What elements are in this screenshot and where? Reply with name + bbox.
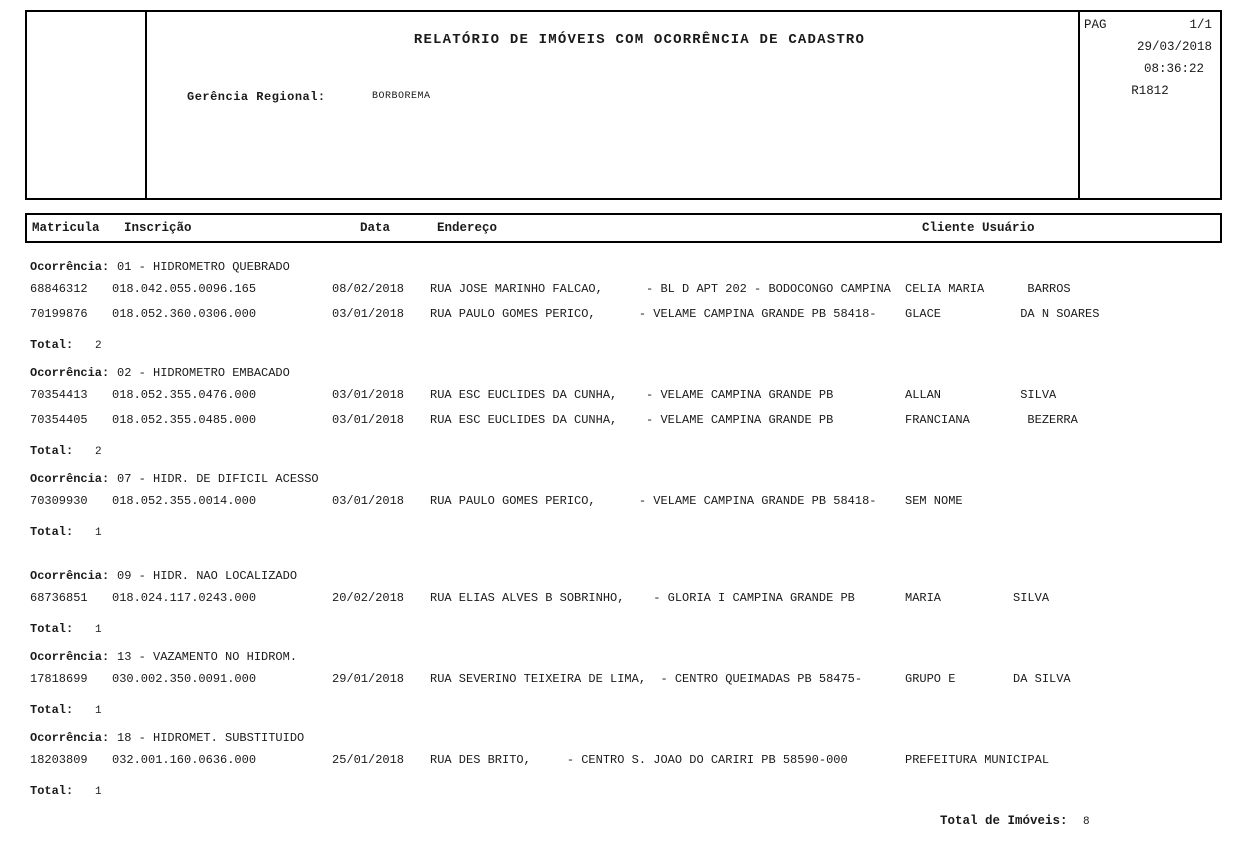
data-cell: 25/01/2018 — [332, 753, 405, 767]
logo-box-divider — [145, 10, 147, 200]
cliente-cell: PREFEITURA MUNICIPAL — [905, 753, 1050, 767]
occurrence-code: 07 - HIDR. DE DIFICIL ACESSO — [117, 472, 319, 486]
cliente-cell: SEM NOME — [905, 494, 963, 508]
endereco-cell: RUA PAULO GOMES PERICO, - VELAME CAMPINA GRANDE PB 58418- — [430, 307, 877, 321]
inscricao-cell: 030.002.350.0091.000 — [112, 672, 257, 686]
occurrence-code: 01 - HIDROMETRO QUEBRADO — [117, 260, 290, 274]
occurrence-code: 13 - VAZAMENTO NO HIDROM. — [117, 650, 298, 664]
endereco-cell: RUA ELIAS ALVES B SOBRINHO, - GLORIA I CAMPINA GRANDE PB — [430, 591, 855, 605]
section-total-label: Total: — [30, 622, 74, 636]
report-title: RELATÓRIO DE IMÓVEIS COM OCORRÊNCIA DE CADASTRO — [413, 32, 866, 48]
matricula-cell: 70199876 — [30, 307, 88, 321]
occurrence-line — [0, 363, 1236, 383]
occurrence-section — [0, 728, 1236, 803]
endereco-cell: RUA SEVERINO TEIXEIRA DE LIMA, - CENTRO QUEIMADAS PB 58475- — [430, 672, 863, 686]
cliente-cell: FRANCIANA BEZERRA — [905, 413, 1078, 427]
section-total-line — [0, 333, 1236, 357]
report-body — [0, 245, 1236, 833]
table-row — [0, 748, 1236, 773]
inscricao-cell: 018.052.355.0485.000 — [112, 413, 257, 427]
section-total-label: Total: — [30, 338, 74, 352]
endereco-cell: RUA JOSE MARINHO FALCAO, - BL D APT 202 - BODOCONGO CAMPINA — [430, 282, 891, 296]
occurrence-section — [0, 647, 1236, 722]
page-label: PAG — [1084, 18, 1107, 32]
occurrence-label: Ocorrência: — [30, 569, 110, 583]
occurrence-line — [0, 257, 1236, 277]
inscricao-cell: 018.024.117.0243.000 — [112, 591, 257, 605]
matricula-cell: 70354413 — [30, 388, 88, 402]
cliente-cell: CELIA MARIA BARROS — [905, 282, 1071, 296]
endereco-cell: RUA ESC EUCLIDES DA CUNHA, - VELAME CAMPINA GRANDE PB — [430, 413, 834, 427]
matricula-cell: 70309930 — [30, 494, 88, 508]
endereco-cell: RUA PAULO GOMES PERICO, - VELAME CAMPINA GRANDE PB 58418- — [430, 494, 877, 508]
data-cell: 20/02/2018 — [332, 591, 405, 605]
occurrence-line — [0, 566, 1236, 586]
table-row — [0, 667, 1236, 692]
occurrence-section — [0, 566, 1236, 641]
grand-total-label: Total de Imóveis: — [940, 814, 1068, 828]
table-row — [0, 489, 1236, 514]
table-row — [0, 383, 1236, 408]
occurrence-section — [0, 363, 1236, 463]
section-total-line — [0, 779, 1236, 803]
occurrence-section — [0, 469, 1236, 544]
page-value: 1/1 — [1189, 18, 1212, 32]
data-cell: 03/01/2018 — [332, 494, 405, 508]
section-total-label: Total: — [30, 444, 74, 458]
report-code: R1812 — [1131, 84, 1169, 98]
grand-total-line — [0, 809, 1236, 833]
endereco-cell: RUA ESC EUCLIDES DA CUNHA, - VELAME CAMPINA GRANDE PB — [430, 388, 834, 402]
occurrence-code: 09 - HIDR. NAO LOCALIZADO — [117, 569, 298, 583]
report-header-frame — [25, 10, 1222, 200]
section-total-line — [0, 520, 1236, 544]
section-total-label: Total: — [30, 525, 74, 539]
endereco-cell: RUA DES BRITO, - CENTRO S. JOAO DO CARIRI PB 58590-000 — [430, 753, 848, 767]
matricula-cell: 17818699 — [30, 672, 88, 686]
column-header-matricula: Matricula — [32, 221, 100, 235]
cliente-cell: GRUPO E DA SILVA — [905, 672, 1071, 686]
table-row — [0, 586, 1236, 611]
section-total-line — [0, 617, 1236, 641]
occurrence-section — [0, 257, 1236, 357]
column-header-endereco: Endereço — [437, 221, 498, 235]
section-total-value: 1 — [95, 624, 102, 636]
column-header-cliente: Cliente Usuário — [922, 221, 1035, 235]
section-total-label: Total: — [30, 784, 74, 798]
section-total-value: 1 — [95, 786, 102, 798]
grand-total-value: 8 — [1083, 816, 1090, 828]
data-cell: 03/01/2018 — [332, 307, 405, 321]
cliente-cell: GLACE DA N SOARES — [905, 307, 1100, 321]
section-total-value: 2 — [95, 446, 102, 458]
report-time: 08:36:22 — [1143, 62, 1204, 76]
matricula-cell: 18203809 — [30, 753, 88, 767]
column-header-data: Data — [360, 221, 391, 235]
section-total-label: Total: — [30, 703, 74, 717]
cliente-cell: MARIA SILVA — [905, 591, 1050, 605]
occurrence-line — [0, 469, 1236, 489]
inscricao-cell: 032.001.160.0636.000 — [112, 753, 257, 767]
occurrence-line — [0, 728, 1236, 748]
matricula-cell: 68846312 — [30, 282, 88, 296]
table-row — [0, 408, 1236, 433]
data-cell: 29/01/2018 — [332, 672, 405, 686]
data-cell: 08/02/2018 — [332, 282, 405, 296]
data-cell: 03/01/2018 — [332, 413, 405, 427]
gerencia-regional-value: BORBOREMA — [372, 91, 431, 102]
section-total-line — [0, 698, 1236, 722]
occurrence-label: Ocorrência: — [30, 260, 110, 274]
inscricao-cell: 018.052.355.0476.000 — [112, 388, 257, 402]
occurrence-code: 18 - HIDROMET. SUBSTITUIDO — [117, 731, 305, 745]
occurrence-label: Ocorrência: — [30, 650, 110, 664]
occurrence-label: Ocorrência: — [30, 731, 110, 745]
column-header-band — [25, 213, 1222, 243]
occurrence-label: Ocorrência: — [30, 366, 110, 380]
matricula-cell: 68736851 — [30, 591, 88, 605]
section-total-line — [0, 439, 1236, 463]
gerencia-regional-label: Gerência Regional: — [187, 90, 326, 104]
column-header-inscricao: Inscrição — [124, 221, 192, 235]
inscricao-cell: 018.042.055.0096.165 — [112, 282, 257, 296]
data-cell: 03/01/2018 — [332, 388, 405, 402]
occurrence-label: Ocorrência: — [30, 472, 110, 486]
occurrence-line — [0, 647, 1236, 667]
table-row — [0, 277, 1236, 302]
cliente-cell: ALLAN SILVA — [905, 388, 1057, 402]
section-total-value: 1 — [95, 527, 102, 539]
page-meta-box — [1080, 14, 1220, 102]
occurrence-code: 02 - HIDROMETRO EMBACADO — [117, 366, 290, 380]
table-row — [0, 302, 1236, 327]
matricula-cell: 70354405 — [30, 413, 88, 427]
section-total-value: 1 — [95, 705, 102, 717]
inscricao-cell: 018.052.360.0306.000 — [112, 307, 257, 321]
section-total-value: 2 — [95, 340, 102, 352]
inscricao-cell: 018.052.355.0014.000 — [112, 494, 257, 508]
report-date: 29/03/2018 — [1136, 40, 1212, 54]
